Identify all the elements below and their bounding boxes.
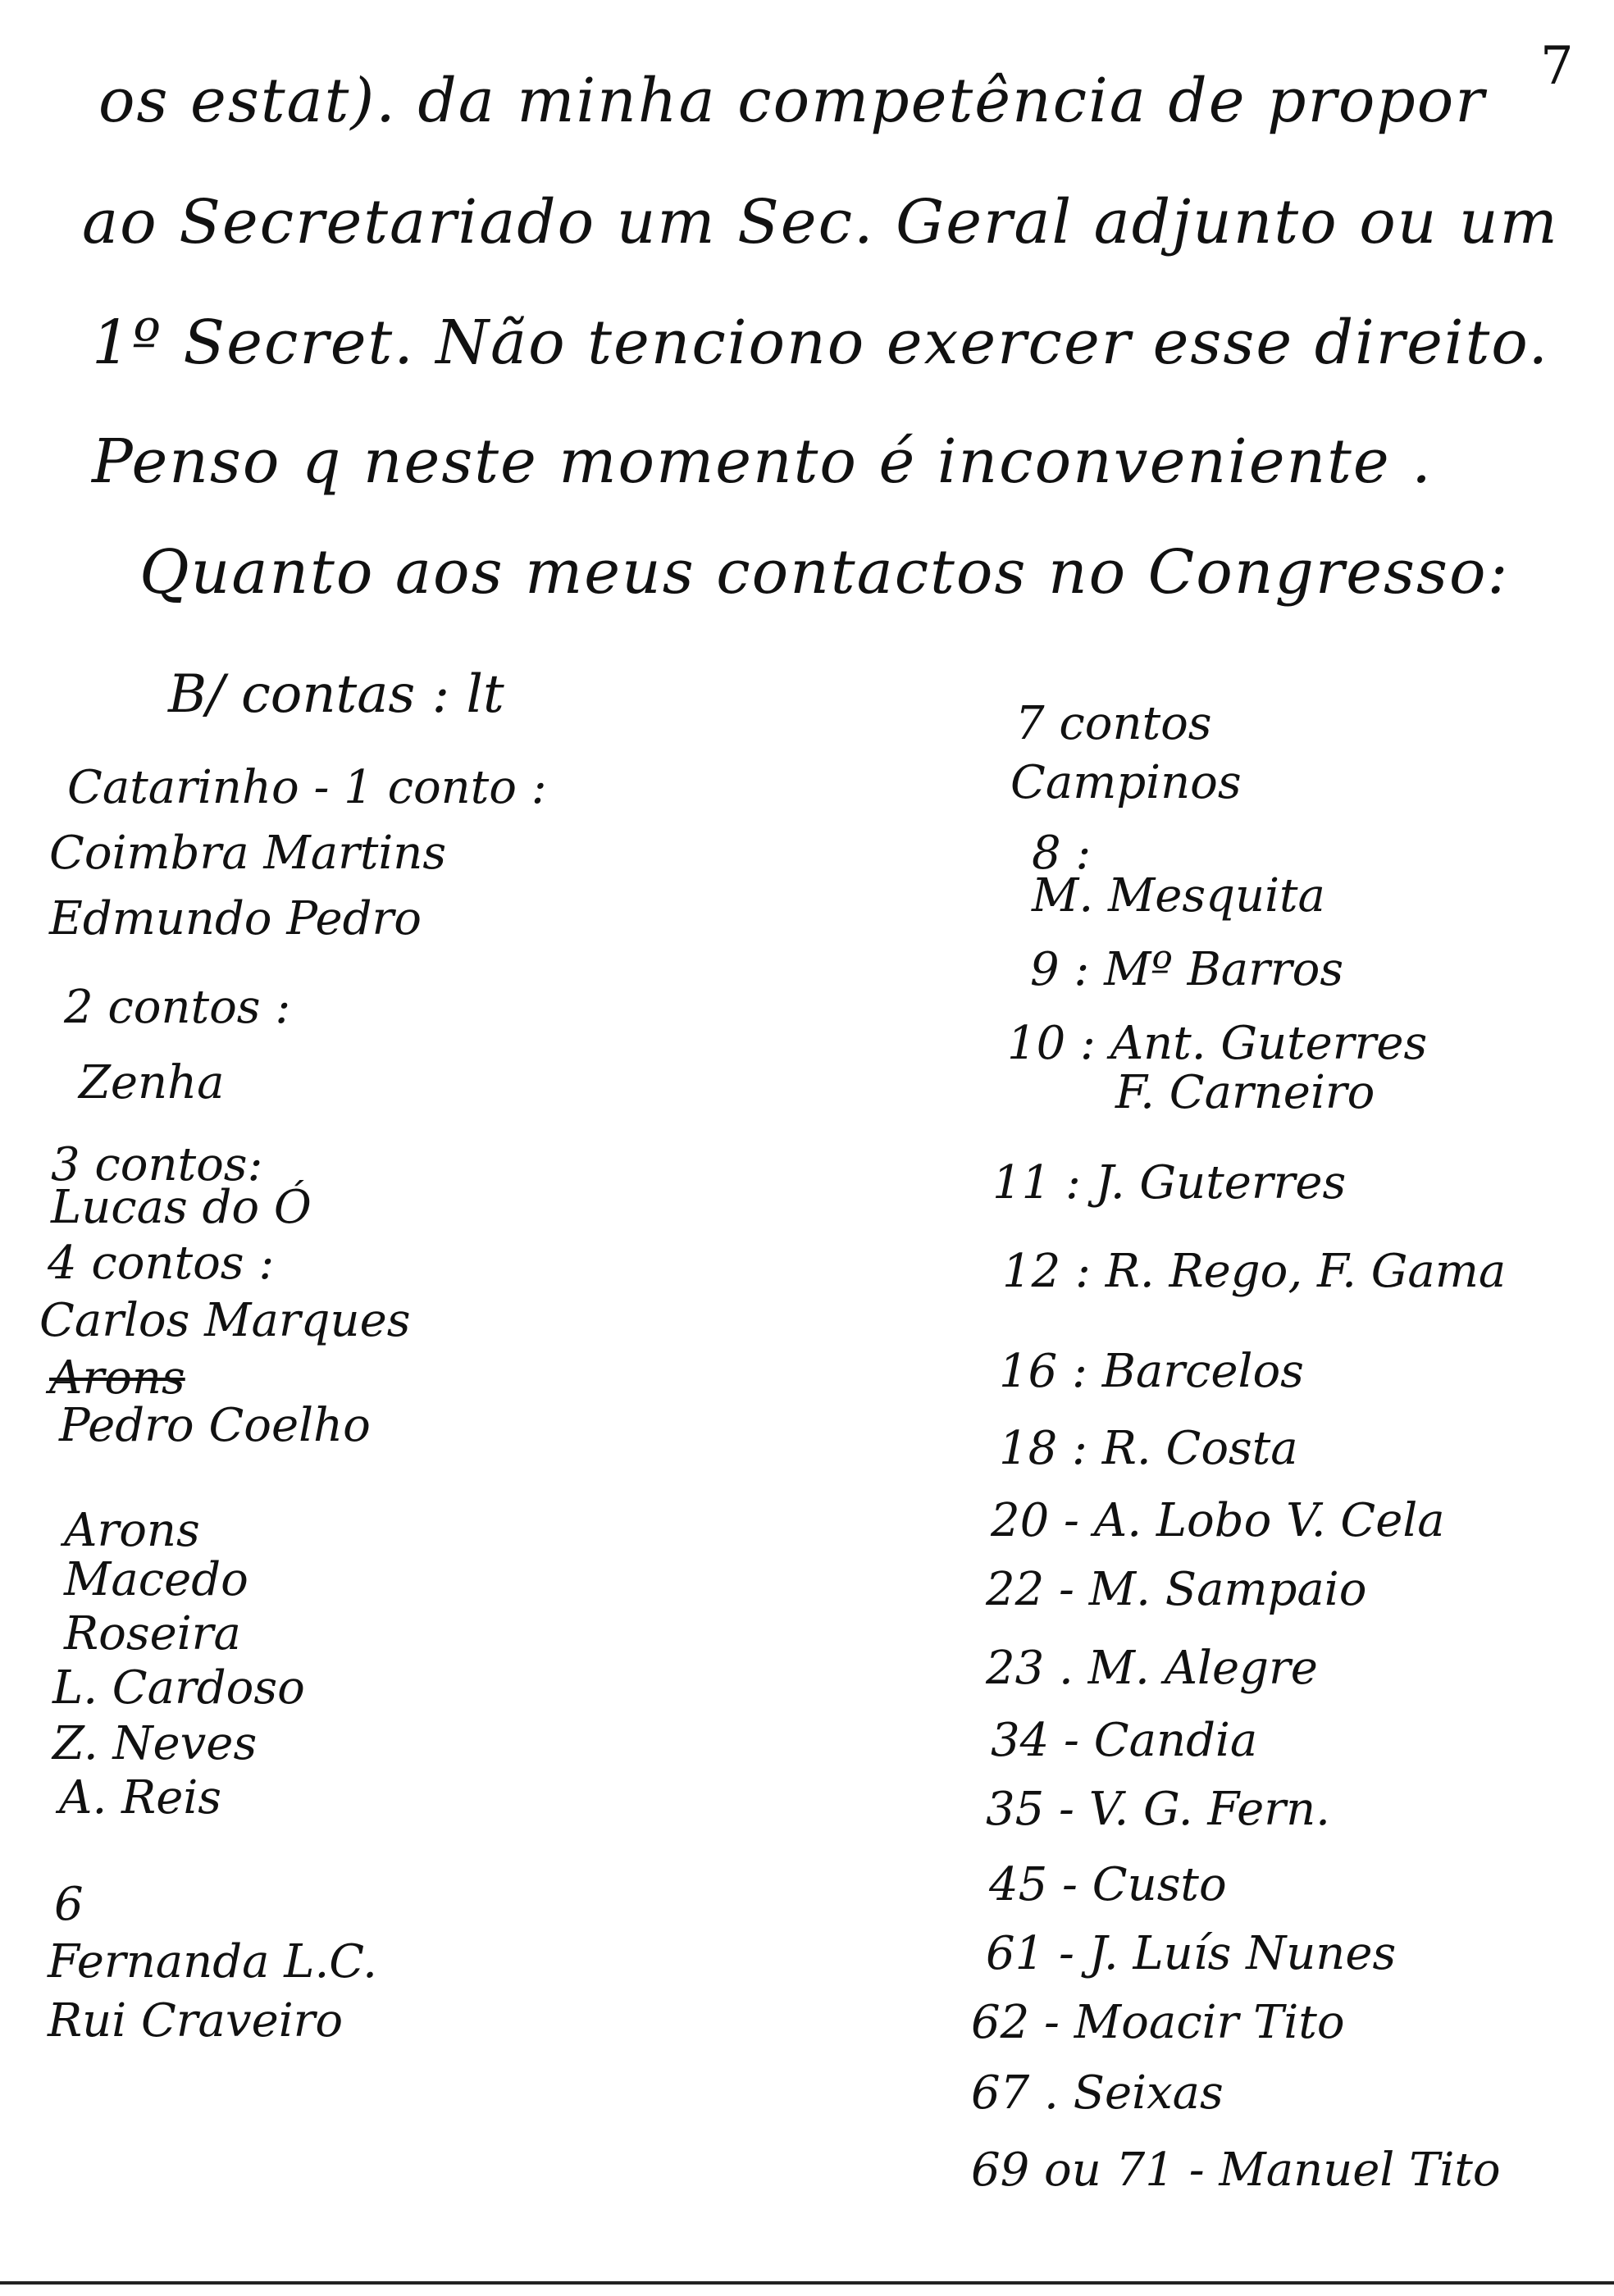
list-item: 20 - A. Lobo V. Cela <box>991 1494 1445 1547</box>
list-item: Z. Neves <box>52 1717 258 1770</box>
list-item: 62 - Moacir Tito <box>971 1996 1345 2049</box>
list-item: Lucas do Ó <box>51 1181 312 1234</box>
list-item: F. Carneiro <box>1115 1066 1375 1119</box>
list-item: A. Reis <box>59 1771 221 1824</box>
list-item: Coimbra Martins <box>49 827 447 880</box>
bottom-rule <box>0 2281 1614 2285</box>
list-item-struck: Arons <box>49 1351 185 1405</box>
list-item: Fernanda L.C. <box>48 1935 377 1988</box>
list-item: 7 contos <box>1015 697 1212 750</box>
list-item: 16 : Barcelos <box>999 1345 1304 1398</box>
list-item: 18 : R. Costa <box>999 1422 1298 1475</box>
list-item: 61 - J. Luís Nunes <box>986 1927 1397 1980</box>
list-item: 23 . M. Alegre <box>986 1642 1318 1695</box>
list-item: 34 - Candia <box>991 1714 1258 1767</box>
list-item: Edmundo Pedro <box>49 892 422 945</box>
list-item: 9 : Mº Barros <box>1030 943 1344 996</box>
paragraph-line: Penso q neste momento é inconveniente . <box>92 426 1433 497</box>
paragraph-line: os estat). da minha competência de propor <box>98 66 1486 136</box>
list-item: Rui Craveiro <box>48 1994 344 2048</box>
left-column-heading: B/ contas : lt <box>168 664 504 725</box>
list-item: 8 : <box>1032 827 1092 880</box>
list-item: M. Mesquita <box>1032 869 1325 922</box>
list-item: 35 - V. G. Fern. <box>986 1783 1330 1836</box>
list-item: Catarinho - 1 conto : <box>67 761 547 814</box>
paragraph-line: 1º Secret. Não tenciono exercer esse direito. <box>92 308 1550 378</box>
page-number: 7 <box>1540 36 1574 97</box>
paragraph-line: Quanto aos meus contactos no Congresso: <box>139 537 1510 608</box>
list-item: 69 ou 71 - Manuel Tito <box>971 2143 1501 2197</box>
list-item: Macedo <box>64 1553 248 1606</box>
list-item: Roseira <box>64 1607 241 1660</box>
list-item: 12 : R. Rego, F. Gama <box>1002 1245 1507 1298</box>
list-item: 6 <box>54 1878 84 1931</box>
paragraph-line: ao Secretariado um Sec. Geral adjunto ou um <box>82 187 1559 257</box>
list-item: 2 contos : <box>64 981 291 1034</box>
list-item: 67 . Seixas <box>971 2066 1224 2120</box>
list-item: Pedro Coelho <box>59 1399 371 1452</box>
list-item: Campinos <box>1010 756 1242 809</box>
list-item: 11 : J. Guterres <box>992 1156 1347 1210</box>
list-item: 45 - Custo <box>989 1858 1227 1911</box>
list-item: Arons <box>64 1504 200 1557</box>
list-item: Zenha <box>79 1056 225 1109</box>
list-item: 3 contos: <box>51 1138 263 1191</box>
list-item: Carlos Marques <box>39 1294 411 1347</box>
list-item: 4 contos : <box>48 1237 275 1290</box>
list-item: 10 : Ant. Guterres <box>1007 1017 1428 1070</box>
list-item: 22 - M. Sampaio <box>986 1563 1367 1616</box>
list-item: L. Cardoso <box>52 1661 305 1715</box>
